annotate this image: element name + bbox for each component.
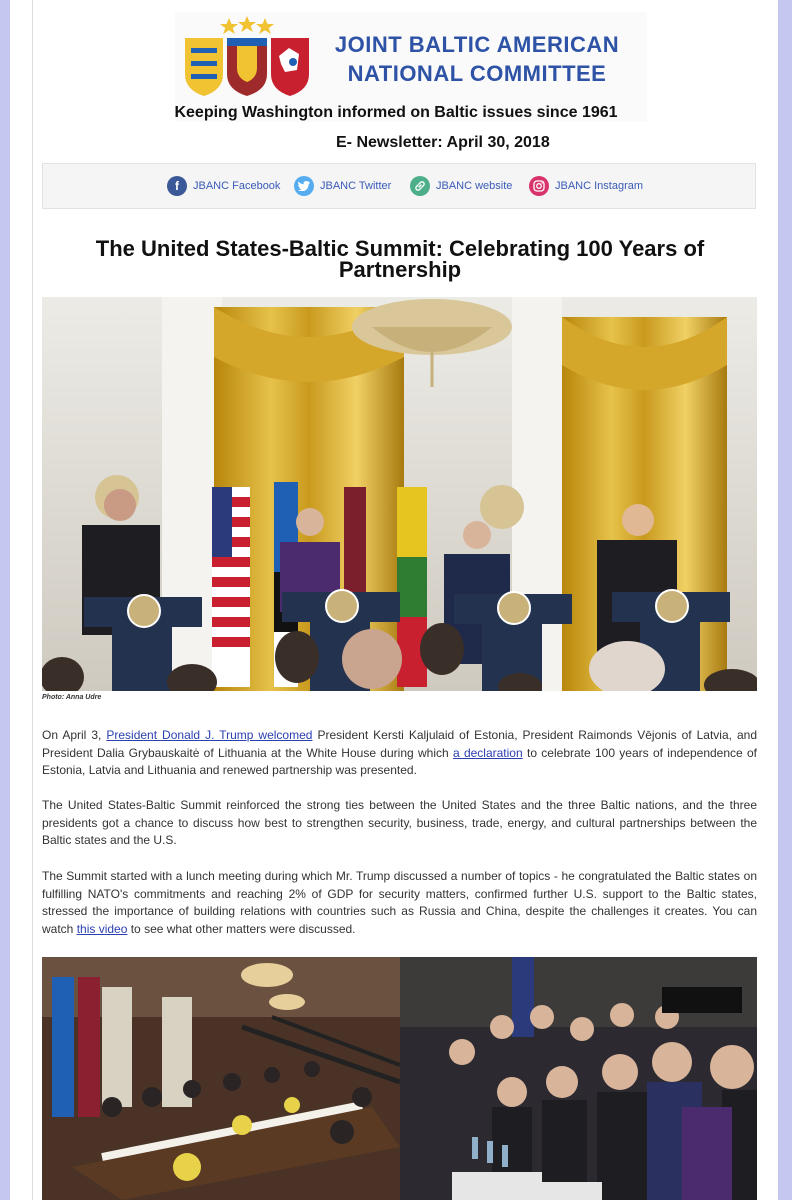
article-paragraph-2: The United States-Baltic Summit reinforced the strong ties between the United States and the three Baltic nations, and the three presidents got a chance to discuss how best to strengthen security, business, trade, energy, and cultural partnerships between the Baltic states and the U.S. [42,798,757,848]
p3-text-1: The Summit started with a lunch meeting during which Mr. Trump discussed a number of topics - he congratulated the Baltic states on fulfilling NATO's commitments and reaching 2% of GDP for security matters, confirmed further U.S. support to the Baltic states, stressed the importance of building relations with countries such as Russia and China, despite the challenges it creates. You can watch [42,869,757,936]
p1-text-1: On April 3, [42,728,107,742]
instagram-link-label: JBANC Instagram [555,180,644,192]
declaration-link[interactable]: a declaration [452,745,523,760]
summit-press-conference-photo [42,297,757,691]
facebook-link[interactable] [167,176,280,196]
article-paragraph-1 [42,727,757,780]
twitter-link[interactable] [294,176,391,196]
issue-date: E- Newsletter: April 30, 2018 [336,134,550,151]
p3-text-2: to see what other matters were discussed. [127,921,356,936]
article-paragraph-3 [42,868,757,938]
website-link-label: JBANC website [436,180,513,192]
video-link[interactable]: this video [76,921,128,936]
baltic-shields-logo-icon [181,16,313,96]
website-link[interactable] [410,176,512,196]
photo-credit: Photo: Anna Udre [42,694,102,701]
twitter-link-label: JBANC Twitter [320,180,392,192]
social-links-bar [42,163,756,209]
instagram-icon [529,176,549,196]
organization-name [317,30,637,88]
summit-lunch-meeting-photo [42,957,757,1200]
org-name-line1: JOINT BALTIC AMERICAN [334,32,620,57]
facebook-icon: f [167,176,187,196]
facebook-link-label: JBANC Facebook [193,180,281,192]
link-icon [410,176,430,196]
tagline: Keeping Washington informed on Baltic issues since 1961 [174,104,618,121]
article-headline: The United States-Baltic Summit: Celebrating 100 Years of Partnership [95,236,705,282]
twitter-icon [294,176,314,196]
p1-text-3: to celebrate 100 years of independence of Estonia, Latvia and Lithuania and renewed partnership was presented. [42,745,758,778]
trump-welcomed-link[interactable]: President Donald J. Trump welcomed [106,728,313,742]
newsletter-frame [10,0,778,1200]
org-name-line2: NATIONAL COMMITTEE [347,61,607,86]
p1-text-2: President Kersti Kaljulaid of Estonia, President Raimonds Vējonis of Latvia, and President Dalia Grybauskaitė of Lithuania at the White House during which [42,728,757,760]
instagram-link[interactable] [529,176,643,196]
